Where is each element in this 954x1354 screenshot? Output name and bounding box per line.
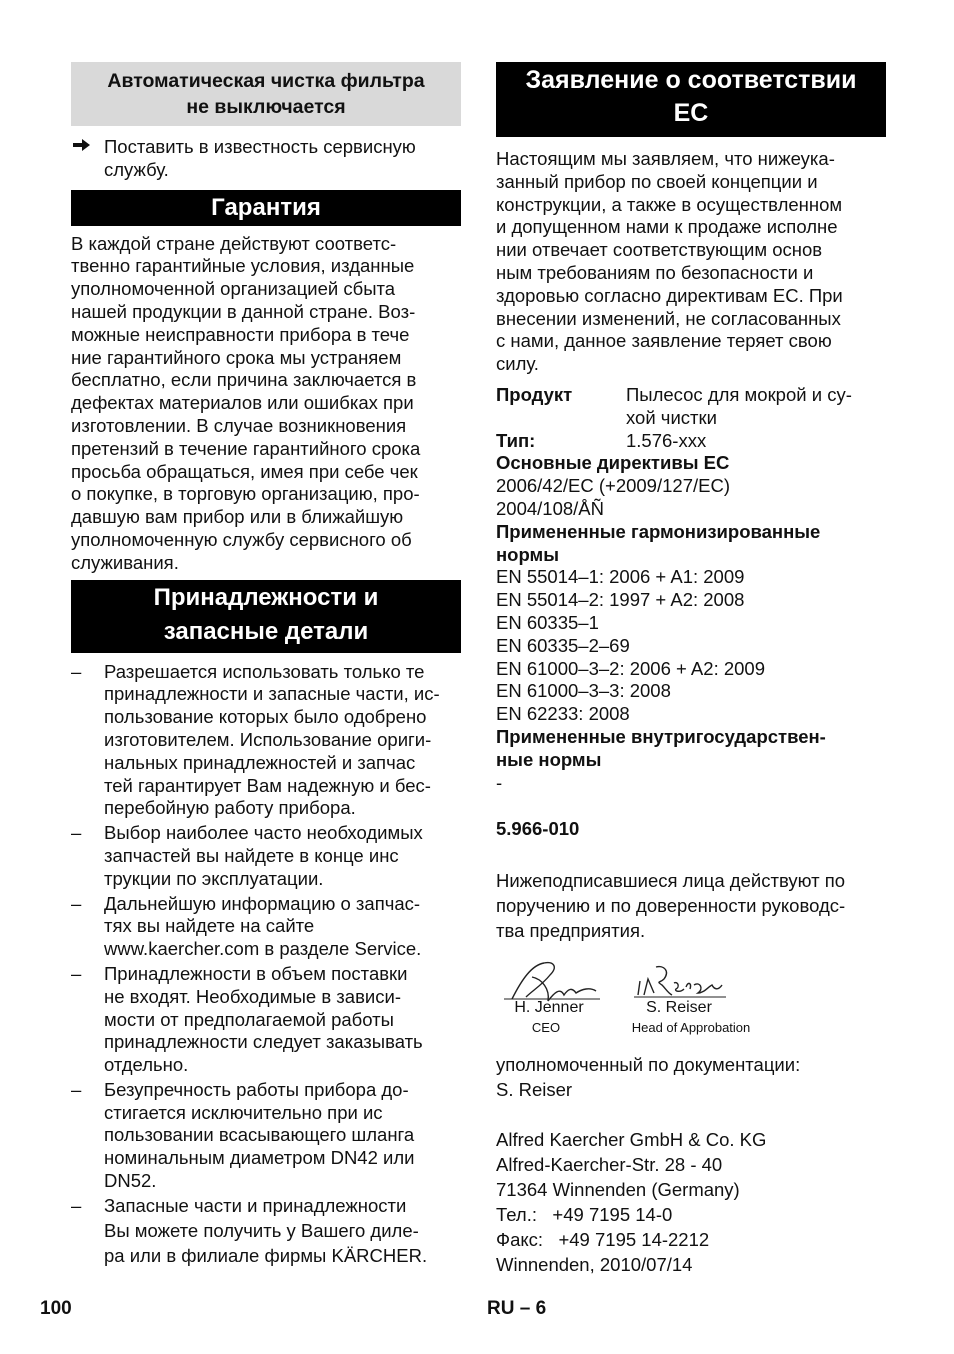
text-line: ным требованиям по безопасности и (496, 261, 814, 283)
text-line: хой чистки (626, 406, 717, 428)
text-line: не входят. Необходимые в зависи- (104, 985, 401, 1007)
heading-line: Гарантия (211, 193, 321, 221)
text-line: Настоящим мы заявляем, что нижеука- (496, 148, 835, 169)
text-line: 2006/42/EC (+2009/127/EC) (496, 475, 730, 497)
text-line: твенно гарантийные условия, изданные (71, 255, 415, 277)
warranty-heading (71, 190, 461, 226)
text-line: В каждой стране действуют соответс- (71, 232, 397, 254)
text-line: просьба обращаться, имея при себе чек (71, 460, 418, 482)
national-heading: Примененные внутригосударствен- (496, 725, 826, 747)
text-line: Разрешается использовать только те (104, 660, 425, 682)
standard-item: EN 62233: 2008 (496, 703, 630, 725)
text-line: 71364 Winnenden (Germany) (496, 1179, 740, 1201)
text-line: здоровью согласно директивам ЕС. При (496, 284, 843, 306)
heading-line: Принадлежности и (153, 583, 379, 611)
signer1-name: H. Jenner (514, 999, 584, 1017)
text-line: изготовлении. В случае возникновения (71, 414, 407, 436)
harmonized-block (496, 521, 886, 726)
text-line: Alfred Kaercher GmbH & Co. KG (496, 1129, 767, 1151)
page-number: 100 (40, 1298, 72, 1319)
standard-item: EN 60335–1 (496, 611, 599, 633)
text-line: нашей продукции в данной стране. Воз- (71, 300, 416, 322)
product-row (496, 384, 886, 430)
jenner-signature (502, 957, 602, 1005)
text-line: Выбор наиболее часто необходимых (104, 822, 423, 844)
text-line: перебойную работу прибора. (104, 797, 356, 819)
text-line: служивания. (71, 551, 179, 573)
text-line: давшую вам прибор или в ближайшую (71, 506, 404, 528)
label-text: Тип: (496, 429, 536, 451)
text-line: Запасные части и принадлежности (104, 1194, 407, 1216)
text-line: бесплатно, если причина заключается в (71, 369, 417, 391)
text-line: конструкции, а также в осуществленном (496, 193, 843, 215)
text-line: уполномоченный по документации: (496, 1054, 801, 1076)
text-line: внесении изменений, не согласованных (496, 307, 841, 329)
accessories-heading (71, 580, 461, 653)
text-line: силу. (496, 353, 539, 375)
page-code: RU – 6 (487, 1298, 547, 1319)
text-line: ние гарантийного срока мы устраняем (71, 346, 402, 368)
standard-item: EN 60335–2–69 (496, 634, 630, 656)
text-line: мости от предполагаемой работы (104, 1008, 394, 1030)
reiser-signature (634, 959, 730, 1003)
directives-block (496, 452, 886, 520)
text-line: изготовителем. Использование ориги- (104, 728, 432, 750)
type-row (496, 430, 886, 453)
text-line: с нами, данное заявление теряет свою (496, 330, 832, 352)
text-line: службу. (104, 158, 169, 180)
product-label (496, 384, 626, 430)
heading-line: Автоматическая чистка фильтра (107, 70, 425, 92)
text-line: нии отвечает соответствующим основ (496, 239, 823, 261)
text-line: тва предприятия. (496, 920, 646, 942)
dash-bullet: – (71, 1078, 82, 1100)
list-item (71, 963, 461, 1077)
list-item (71, 1195, 461, 1268)
text-line: Поставить в известность сервисную (104, 136, 416, 157)
text-line: о покупке, в торговую организацию, про- (71, 483, 420, 505)
text-line: DN52. (104, 1170, 157, 1192)
left-column (71, 62, 461, 1268)
dash-bullet: – (71, 822, 82, 844)
standard-item: EN 61000–3–2: 2006 + A2: 2009 (496, 657, 765, 679)
text-line: трукции по эксплуатации. (104, 867, 324, 889)
national-heading: ные нормы (496, 748, 602, 770)
text-line: нальных принадлежностей и запчас (104, 751, 416, 773)
text-line: поручению и по доверенности руководс- (496, 895, 846, 917)
list-item (71, 1079, 461, 1193)
dash-bullet: – (71, 1194, 82, 1216)
list-item (71, 893, 461, 961)
text-line: номинальным диаметром DN42 или (104, 1147, 415, 1169)
authorized-person (496, 1052, 886, 1102)
service-instruction (71, 136, 461, 182)
warranty-text (71, 233, 461, 575)
text-line: пользовании всасывающего шланга (104, 1124, 415, 1146)
harmonized-heading: Примененные гармонизированные (496, 520, 821, 542)
declaration-intro (496, 148, 886, 376)
text-line: Факс: +49 7195 14-2212 (496, 1229, 710, 1251)
signer2-name: S. Reiser (646, 999, 712, 1017)
harmonized-heading: нормы (496, 543, 560, 565)
type-value (626, 430, 886, 453)
national-value: - (496, 771, 503, 793)
text-line: запчастей вы найдете в конце инс (104, 844, 399, 866)
dash-bullet: – (71, 962, 82, 984)
text-line: S. Reiser (496, 1079, 573, 1101)
ec-declaration-heading (496, 62, 886, 137)
text-line: пользование которых было одобрено (104, 706, 427, 728)
national-block (496, 726, 886, 794)
right-column (496, 62, 886, 1277)
heading-line: запасные детали (163, 617, 369, 645)
dash-bullet: – (71, 660, 82, 682)
signers-statement (496, 868, 886, 943)
text-line: занный прибор по своей концепции и (496, 170, 818, 192)
text-line: тях вы найдете на сайте (104, 915, 315, 937)
heading-line: Заявление о соответствии (525, 66, 857, 94)
text-line: Нижеподписавшиеся лица действуют по (496, 870, 845, 892)
text-line: претензий в течение гарантийного срока (71, 437, 421, 459)
text-line: www.kaercher.com в разделе Service. (104, 938, 422, 960)
label-text: Продукт (496, 383, 573, 405)
text-line: ра или в филиале фирмы KÄRCHER. (104, 1244, 428, 1266)
text-line: Принадлежности в объем поставки (104, 962, 408, 984)
company-address (496, 1127, 886, 1277)
text-line: Winnenden, 2010/07/14 (496, 1254, 693, 1276)
arrow-right-icon (71, 136, 91, 159)
accessories-list (71, 661, 461, 1268)
heading-line: не выключается (186, 96, 346, 118)
type-label (496, 430, 626, 453)
text-line: уполномоченной организацией сбыта (71, 278, 396, 300)
list-item (71, 661, 461, 821)
text-line: Дальнейшую информацию о запчас- (104, 892, 421, 914)
standard-item: EN 55014–2: 1997 + A2: 2008 (496, 589, 745, 611)
text-line: тей гарантирует Вам надежную и бес- (104, 774, 431, 796)
text-line: можные неисправности прибора в тече (71, 323, 410, 345)
text-line: Тел.: +49 7195 14-0 (496, 1204, 673, 1226)
signatures (496, 957, 886, 1049)
signer1-title: CEO (531, 1020, 561, 1036)
page-footer (40, 1298, 920, 1324)
text-line: отдельно. (104, 1054, 189, 1076)
text-line: принадлежности и запасные части, ис- (104, 683, 440, 705)
text-line: Вы можете получить у Вашего диле- (104, 1219, 419, 1241)
dash-bullet: – (71, 892, 82, 914)
text-line: уполномоченную службу сервисного об (71, 528, 412, 550)
list-item (71, 822, 461, 890)
text-line: принадлежности следует заказывать (104, 1031, 423, 1053)
text-line: дефектах материалов или ошибках при (71, 392, 414, 414)
signer2-title: Head of Approbation (631, 1020, 751, 1036)
text-line: Безупречность работы прибора до- (104, 1078, 409, 1100)
document-number: 5.966-010 (496, 818, 580, 840)
product-value (626, 384, 886, 430)
text-line: Пылесос для мокрой и су- (626, 383, 852, 405)
auto-cleaning-heading (71, 62, 461, 126)
directives-heading: Основные директивы ЕС (496, 452, 730, 474)
text-line: Alfred-Kaercher-Str. 28 - 40 (496, 1154, 723, 1176)
value-text: 1.576-xxx (626, 429, 707, 451)
standard-item: EN 55014–1: 2006 + A1: 2009 (496, 566, 745, 588)
heading-line: ЕС (673, 99, 709, 127)
standard-item: EN 61000–3–3: 2008 (496, 680, 671, 702)
text-line: и допущенном нами к продаже исполне (496, 216, 838, 238)
text-line: стигается исключительно при ис (104, 1101, 383, 1123)
text-line: 2004/108/ÅÑ (496, 497, 605, 519)
